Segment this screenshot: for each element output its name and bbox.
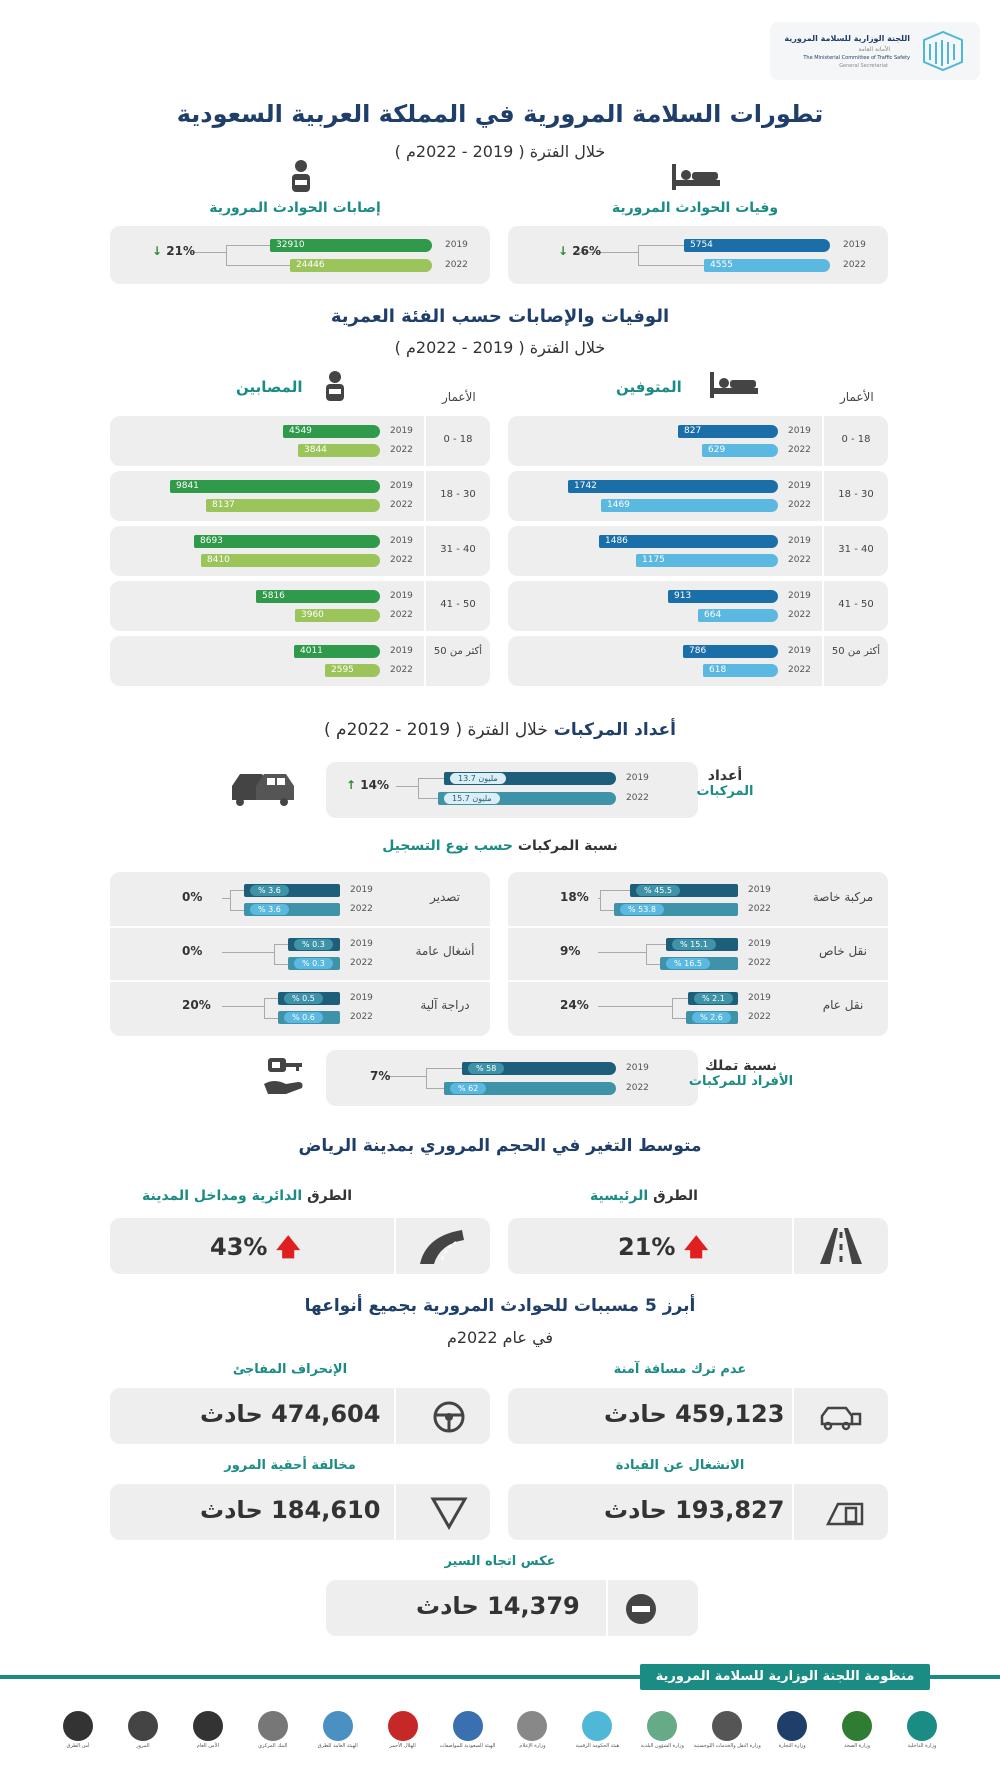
main-title: تطورات السلامة المرورية في المملكة العربية السعودية xyxy=(176,100,824,128)
emblem-icon xyxy=(63,1711,93,1741)
injuries-2022-bar: 2595 xyxy=(325,664,380,677)
deceased-bed-icon xyxy=(706,368,762,402)
age-row-deaths: أكثر من 50 2019 2022 786 618 xyxy=(508,636,888,686)
partner-logo: الأمن العام xyxy=(180,1711,236,1749)
registration-change: 20% xyxy=(182,998,211,1012)
registration-2022-bar: % 0.3 xyxy=(288,957,340,970)
registration-item: أشغال عامة 2019 2022 % 0.3 % 0.3 0% xyxy=(110,926,490,980)
registration-2019-bar: % 45.5 xyxy=(630,884,738,897)
arrow-up-icon: 🡅 xyxy=(275,1233,301,1261)
age-range: 40 - 31 xyxy=(440,544,476,555)
ownership-2019-bar: % 58 xyxy=(462,1062,616,1075)
arrow-up-icon: 🡅 xyxy=(683,1233,709,1261)
age-row-deaths: 30 - 18 2019 2022 1742 1469 xyxy=(508,471,888,521)
vehicles-card: 13.7 مليون 15.7 مليون 2019 2022 ↑ 14% xyxy=(326,762,698,818)
partner-logo: هيئة الحكومة الرقمية xyxy=(569,1711,625,1749)
age-range: 18 - 0 xyxy=(443,434,473,445)
age-row-deaths: 18 - 0 2019 2022 827 629 xyxy=(508,416,888,466)
cause-card: 459,123 حادث xyxy=(508,1388,888,1444)
connector xyxy=(598,246,684,266)
age-row-injuries: 18 - 0 2019 2022 4549 3844 xyxy=(110,416,490,466)
cause-label: عدم ترك مسافة آمنة xyxy=(613,1362,747,1377)
injuries-2019-bar: 32910 xyxy=(270,239,432,252)
vehicles-2019-bar: 13.7 مليون xyxy=(444,772,616,785)
registration-change: 24% xyxy=(560,998,589,1012)
partner-logo: أمن الطرق xyxy=(50,1711,106,1749)
cause-card: 14,379 حادث xyxy=(326,1580,698,1636)
age-range: 30 - 18 xyxy=(440,489,476,500)
partner-logo: وزارة النقل والخدمات اللوجستية xyxy=(699,1711,755,1749)
age-range: أكثر من 50 xyxy=(433,646,483,657)
registration-title: نسبة المركبات حسب نوع التسجيل xyxy=(382,838,618,854)
injuries-2022-bar: 3960 xyxy=(295,609,380,622)
injured-person-icon xyxy=(286,158,316,194)
cause-label: الانشغال عن القيادة xyxy=(615,1458,745,1473)
main-roads-value: 🡅 21% xyxy=(618,1233,709,1261)
injuries-2019-bar: 4011 xyxy=(294,645,380,658)
curved-road-icon xyxy=(416,1226,468,1266)
hand-key-icon xyxy=(262,1054,310,1100)
registration-type: نقل خاص xyxy=(819,944,867,958)
injuries-2022-bar: 3844 xyxy=(298,444,380,457)
emblem-icon xyxy=(258,1711,288,1741)
org-sub-ar: الأمانة العامة xyxy=(858,46,890,53)
arrow-down-icon: ↓ xyxy=(152,244,163,258)
injuries-2022-bar: 8137 xyxy=(206,499,380,512)
injuries-2019-bar: 4549 xyxy=(283,425,380,438)
age-range: 40 - 31 xyxy=(838,544,874,555)
org-sub-en: General Secretariat xyxy=(839,63,888,69)
partner-logo: وزارة الصحة xyxy=(829,1711,885,1749)
age-range: 18 - 0 xyxy=(841,434,871,445)
causes-title: أبرز 5 مسببات للحوادث المرورية بجميع أنواعها xyxy=(304,1296,696,1316)
ownership-change: 7% xyxy=(370,1069,391,1083)
cause-label: مخالفة أحقية المرور xyxy=(224,1458,356,1473)
emblem-icon xyxy=(453,1711,483,1741)
cause-label: الإنحراف المفاجئ xyxy=(232,1362,348,1377)
partner-logo: المرور xyxy=(115,1711,171,1749)
deceased-bed-icon xyxy=(668,160,724,194)
partner-logo: الهيئة العامة للطرق xyxy=(310,1711,366,1749)
footer-title: منظومة اللجنة الوزارية للسلامة المرورية xyxy=(640,1664,930,1690)
cause-card: 193,827 حادث xyxy=(508,1484,888,1540)
causes-subtitle: في عام 2022م xyxy=(446,1328,554,1347)
deaths-2022-bar: 629 xyxy=(702,444,778,457)
deceased-label: المتوفين xyxy=(616,378,682,396)
age-row-deaths: 50 - 41 2019 2022 913 664 xyxy=(508,581,888,631)
deaths-2019-bar: 5754 xyxy=(684,239,830,252)
injuries-summary-card xyxy=(110,226,490,284)
age-range: 30 - 18 xyxy=(838,489,874,500)
injuries-2019-bar: 5816 xyxy=(256,590,380,603)
yield-sign-icon xyxy=(430,1496,468,1530)
cause-label: عكس اتجاه السير xyxy=(444,1554,556,1569)
emblem-icon xyxy=(388,1711,418,1741)
partner-logo: وزارة الداخلية xyxy=(894,1711,950,1749)
main-period: خلال الفترة ( 2019 - 2022م ) xyxy=(394,142,606,161)
deaths-2022-bar: 1175 xyxy=(636,554,778,567)
riyadh-title: متوسط التغير في الحجم المروري بمدينة الرياض xyxy=(298,1136,702,1156)
registration-2022-bar: % 2.6 xyxy=(686,1011,738,1024)
registration-type: مركبة خاصة xyxy=(812,890,874,904)
emblem-icon xyxy=(323,1711,353,1741)
ring-roads-value: 🡅 43% xyxy=(210,1233,301,1261)
deaths-2019-bar: 1742 xyxy=(568,480,778,493)
injured-label: المصابين xyxy=(236,378,303,396)
deaths-2019-bar: 913 xyxy=(668,590,778,603)
cause-card: 474,604 حادث xyxy=(110,1388,490,1444)
emblem-icon xyxy=(842,1711,872,1741)
partner-logo: وزارة التجارة xyxy=(764,1711,820,1749)
registration-2019-bar: % 2.1 xyxy=(688,992,738,1005)
emblem-icon xyxy=(712,1711,742,1741)
age-section-period: خلال الفترة ( 2019 - 2022م ) xyxy=(394,338,606,357)
registration-item: تصدير 2019 2022 % 3.6 % 3.6 0% xyxy=(110,872,490,926)
committee-logo-icon xyxy=(920,30,966,72)
deaths-2019-bar: 1486 xyxy=(599,535,778,548)
org-name-ar: اللجنة الوزارية للسلامة المرورية xyxy=(784,34,910,43)
injuries-change: ↓ 21% xyxy=(152,244,195,258)
age-range: أكثر من 50 xyxy=(831,646,881,657)
injuries-label: إصابات الحوادث المرورية xyxy=(209,200,381,216)
cause-card: 184,610 حادث xyxy=(110,1484,490,1540)
ring-roads-card xyxy=(110,1218,490,1274)
steering-wheel-icon xyxy=(432,1400,466,1434)
age-row-injuries: 30 - 18 2019 2022 9841 8137 xyxy=(110,471,490,521)
emblem-icon xyxy=(128,1711,158,1741)
vehicles-2022-bar: 15.7 مليون xyxy=(438,792,616,805)
emblem-icon xyxy=(582,1711,612,1741)
registration-change: 0% xyxy=(182,890,203,904)
footer-logos xyxy=(50,1705,950,1755)
registration-change: 9% xyxy=(560,944,581,958)
registration-item: نقل عام 2019 2022 % 2.1 % 2.6 24% xyxy=(508,980,888,1034)
vehicles-change: ↑ 14% xyxy=(346,778,389,792)
ownership-2022-bar: % 62 xyxy=(444,1082,616,1095)
age-section-title: الوفيات والإصابات حسب الفئة العمرية xyxy=(330,306,670,327)
registration-2019-bar: % 0.5 xyxy=(278,992,340,1005)
age-range: 50 - 41 xyxy=(440,599,476,610)
registration-type: دراجة آلية xyxy=(420,998,470,1012)
deaths-label: وفيات الحوادث المرورية xyxy=(611,200,779,216)
org-name-en: The Ministerial Committee of Traffic Safety xyxy=(803,55,910,61)
registration-type: أشغال عامة xyxy=(415,944,475,958)
registration-2022-bar: % 53.8 xyxy=(614,903,738,916)
emblem-icon xyxy=(517,1711,547,1741)
emblem-icon xyxy=(647,1711,677,1741)
registration-item: نقل خاص 2019 2022 % 15.1 % 16.5 9% xyxy=(508,926,888,980)
registration-2019-bar: % 0.3 xyxy=(288,938,340,951)
partner-logo: الهلال الأحمر xyxy=(375,1711,431,1749)
highway-icon xyxy=(816,1226,866,1266)
registration-2019-bar: % 15.1 xyxy=(666,938,738,951)
injuries-2019-bar: 8693 xyxy=(194,535,380,548)
partner-logo: الهيئة السعودية للمواصفات xyxy=(440,1711,496,1749)
registration-2019-bar: % 3.6 xyxy=(244,884,340,897)
registration-change: 18% xyxy=(560,890,589,904)
injuries-2022-bar: 24446 xyxy=(290,259,432,272)
deaths-2022-bar: 618 xyxy=(703,664,778,677)
ownership-card: % 58 % 62 2019 2022 7% xyxy=(326,1050,698,1106)
registration-2022-bar: % 0.6 xyxy=(278,1011,340,1024)
year-2019: 2019 xyxy=(843,240,866,250)
main-roads-label: الطرق الرئيسية xyxy=(590,1188,698,1204)
injured-person-icon xyxy=(322,370,348,402)
registration-type: تصدير xyxy=(429,890,460,904)
year-2022: 2022 xyxy=(843,260,866,270)
injuries-2019-bar: 9841 xyxy=(170,480,380,493)
header-logo xyxy=(770,22,980,80)
emblem-icon xyxy=(193,1711,223,1741)
ages-header-left: الأعمار xyxy=(442,390,476,404)
arrow-up-icon: ↑ xyxy=(346,778,357,792)
no-entry-icon xyxy=(624,1592,658,1626)
registration-2022-bar: % 3.6 xyxy=(244,903,340,916)
deaths-change: ↓ 26% xyxy=(558,244,601,258)
ages-header-right: الأعمار xyxy=(840,390,874,404)
registration-2022-bar: % 16.5 xyxy=(660,957,738,970)
injuries-2022-bar: 8410 xyxy=(201,554,380,567)
emblem-icon xyxy=(907,1711,937,1741)
phone-car-icon xyxy=(824,1498,866,1528)
vehicles-label: أعداد المركبات xyxy=(696,768,754,799)
registration-item: دراجة آلية 2019 2022 % 0.5 % 0.6 20% xyxy=(110,980,490,1034)
registration-type: نقل عام xyxy=(822,998,864,1012)
main-roads-card xyxy=(508,1218,888,1274)
year-2022: 2022 xyxy=(445,260,468,270)
deaths-2022-bar: 1469 xyxy=(601,499,778,512)
age-row-deaths: 40 - 31 2019 2022 1486 1175 xyxy=(508,526,888,576)
registration-item: مركبة خاصة 2019 2022 % 45.5 % 53.8 18% xyxy=(508,872,888,926)
vehicles-title: أعداد المركبات خلال الفترة ( 2019 - 2022م ) xyxy=(324,720,676,740)
registration-change: 0% xyxy=(182,944,203,958)
partner-logo: وزارة الإعلام xyxy=(504,1711,560,1749)
ring-roads-label: الطرق الدائرية ومداخل المدينة xyxy=(142,1188,353,1204)
age-row-injuries: 50 - 41 2019 2022 5816 3960 xyxy=(110,581,490,631)
age-row-injuries: أكثر من 50 2019 2022 4011 2595 xyxy=(110,636,490,686)
deaths-summary-card xyxy=(508,226,888,284)
cars-icon xyxy=(222,768,304,808)
age-row-injuries: 40 - 31 2019 2022 8693 8410 xyxy=(110,526,490,576)
ownership-label: نسبة تملك الأفراد للمركبات xyxy=(688,1058,794,1089)
deaths-2019-bar: 827 xyxy=(678,425,778,438)
age-range: 50 - 41 xyxy=(838,599,874,610)
arrow-down-icon: ↓ xyxy=(558,244,569,258)
partner-logo: البنك المركزي xyxy=(245,1711,301,1749)
deaths-2022-bar: 664 xyxy=(698,609,778,622)
deaths-2022-bar: 4555 xyxy=(704,259,830,272)
emblem-icon xyxy=(777,1711,807,1741)
partner-logo: وزارة الشؤون البلدية xyxy=(634,1711,690,1749)
year-2019: 2019 xyxy=(445,240,468,250)
deaths-2019-bar: 786 xyxy=(683,645,778,658)
car-collision-icon xyxy=(816,1400,866,1432)
